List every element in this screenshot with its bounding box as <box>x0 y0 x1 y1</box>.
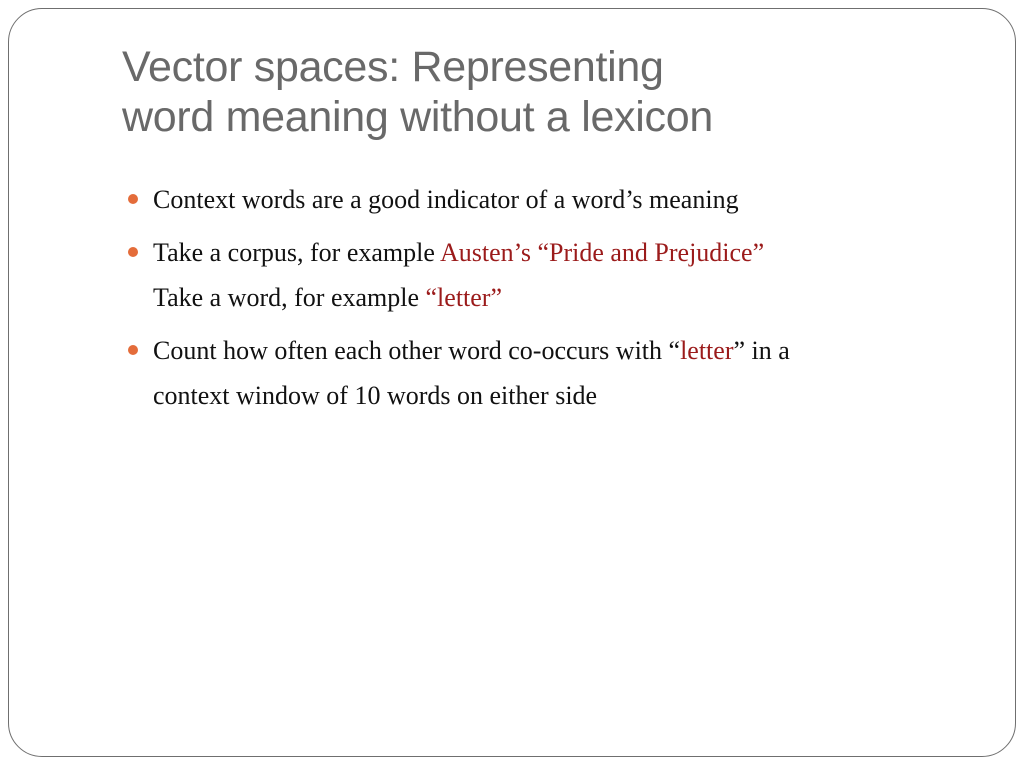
bullet-line-corpus <box>153 230 996 275</box>
slide-title-line-1: Vector spaces: Representing <box>122 43 664 91</box>
bullet-dot-icon <box>128 247 138 257</box>
bullet-text-prefix: Count how often each other word co-occurs with “ <box>153 336 681 365</box>
bullet-dot-icon <box>128 194 138 204</box>
bullet-line-count <box>153 328 996 373</box>
highlighted-corpus-title: Austen’s “Pride and Prejudice” <box>439 238 765 267</box>
bullet-item-co-occurrence <box>126 328 996 418</box>
bullet-item-context-words <box>126 177 996 222</box>
slide-title <box>122 42 982 142</box>
highlighted-letter: letter <box>680 336 734 365</box>
bullet-text-prefix: Take a corpus, for example <box>153 238 440 267</box>
bullet-item-corpus-example <box>126 230 996 320</box>
bullet-text: Context words are a good indicator of a word’s meaning <box>153 185 739 214</box>
bullet-list <box>126 177 996 426</box>
slide-title-line-2: word meaning without a lexicon <box>122 93 713 141</box>
highlighted-example-word: “letter” <box>425 283 503 312</box>
slide-frame <box>8 8 1016 757</box>
bullet-line-context-window: context window of 10 words on either side <box>153 381 598 410</box>
bullet-line-word <box>153 275 996 320</box>
bullet-text-suffix: ” in a <box>733 336 790 365</box>
bullet-text-prefix: Take a word, for example <box>153 283 426 312</box>
bullet-dot-icon <box>128 345 138 355</box>
